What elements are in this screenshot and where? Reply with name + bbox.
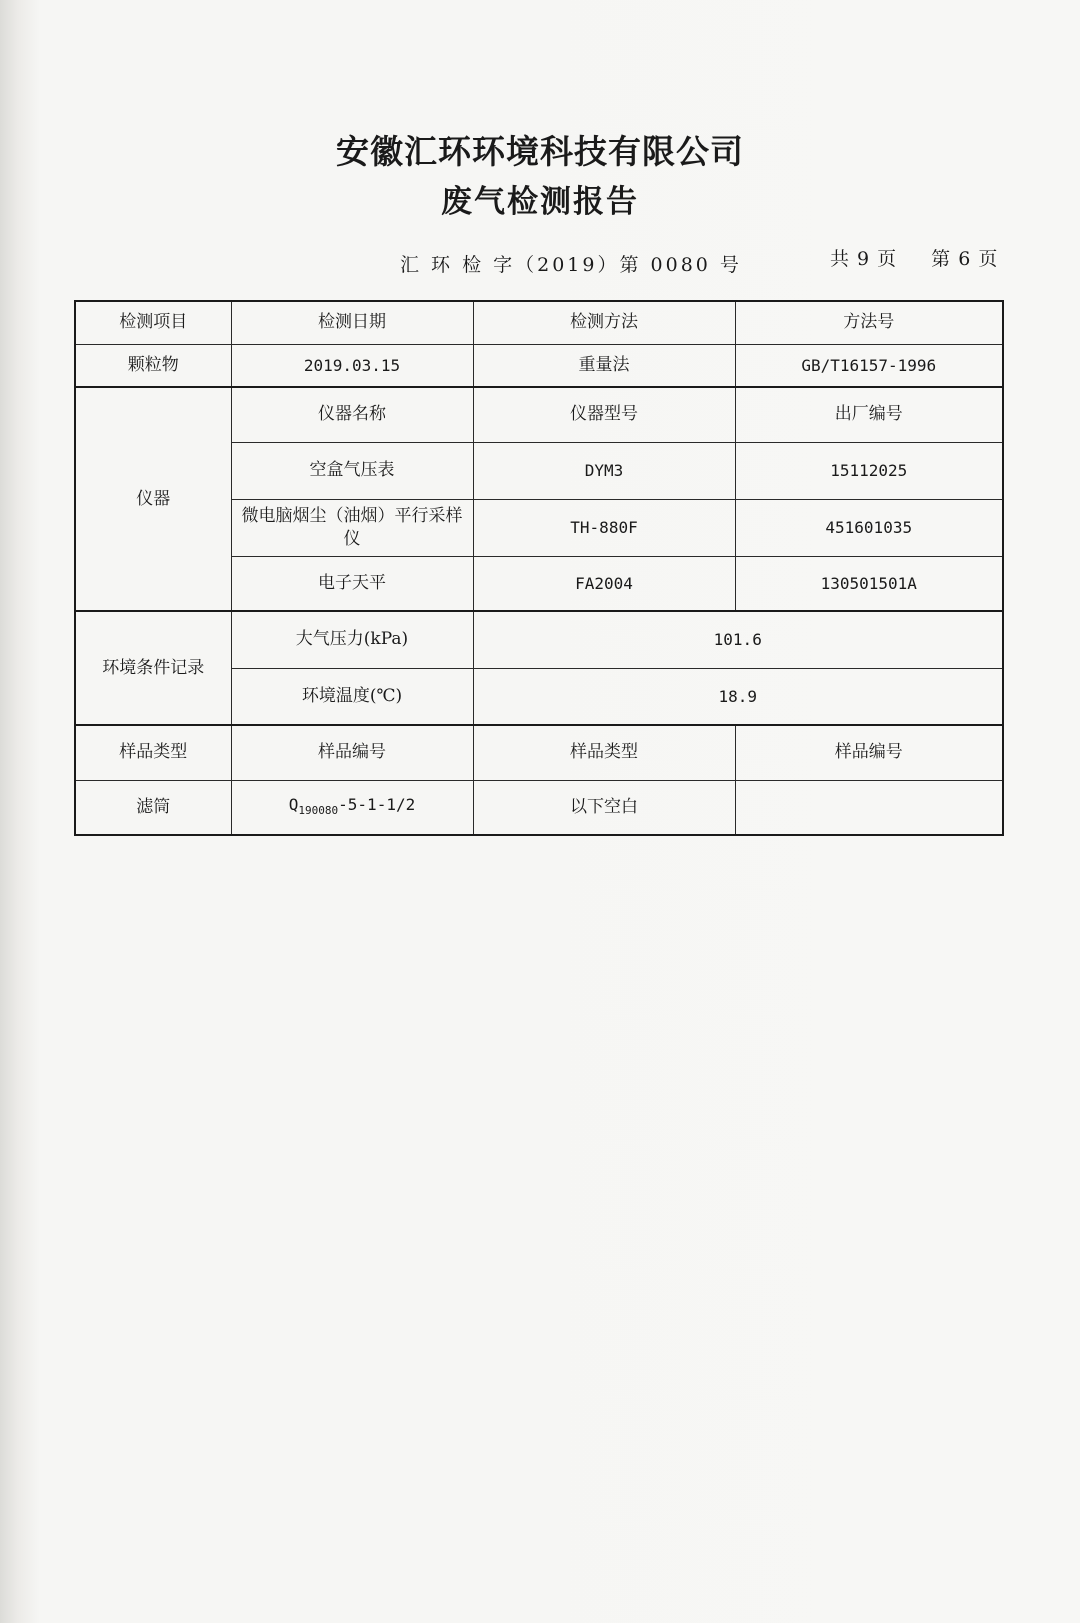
table-cell: 样品类型 xyxy=(473,725,735,780)
table-cell: 仪器名称 xyxy=(231,387,473,442)
table-row xyxy=(75,344,1003,387)
table-cell: 空盒气压表 xyxy=(231,442,473,499)
table-cell: TH-880F xyxy=(473,499,735,556)
table-row xyxy=(75,301,1003,344)
table-cell: 电子天平 xyxy=(231,556,473,611)
table-cell: 环境温度(℃) xyxy=(231,668,473,725)
table-cell: GB/T16157-1996 xyxy=(735,344,1003,387)
table-cell: 15112025 xyxy=(735,442,1003,499)
table-cell: 检测方法 xyxy=(473,301,735,344)
environment-label: 环境条件记录 xyxy=(75,611,231,725)
table-cell: 微电脑烟尘（油烟）平行采样仪 xyxy=(231,499,473,556)
table-row xyxy=(75,780,1003,835)
table-cell: 样品编号 xyxy=(735,725,1003,780)
table-cell: DYM3 xyxy=(473,442,735,499)
company-name: 安徽汇环环境科技有限公司 xyxy=(336,132,744,171)
total-pages: 共 9 页 xyxy=(830,248,898,270)
sample-id-cell xyxy=(231,780,473,835)
table-row xyxy=(75,387,1003,442)
table-cell: 重量法 xyxy=(473,344,735,387)
table-cell: 2019.03.15 xyxy=(231,344,473,387)
table-cell xyxy=(735,780,1003,835)
table-cell: 滤筒 xyxy=(75,780,231,835)
instrument-label: 仪器 xyxy=(75,387,231,611)
table-cell: 出厂编号 xyxy=(735,387,1003,442)
table-cell: 101.6 xyxy=(473,611,1003,668)
table-cell: 样品编号 xyxy=(231,725,473,780)
sample-id-prefix: Q xyxy=(288,794,299,814)
table-cell: 大气压力(kPa) xyxy=(231,611,473,668)
table-cell: 18.9 xyxy=(473,668,1003,725)
table-cell: 样品类型 xyxy=(75,725,231,780)
table-cell: FA2004 xyxy=(473,556,735,611)
table-cell: 130501501A xyxy=(735,556,1003,611)
detection-table xyxy=(74,300,1004,836)
table-cell: 检测项目 xyxy=(75,301,231,344)
table-cell: 以下空白 xyxy=(473,780,735,835)
table-row xyxy=(75,611,1003,668)
table-cell: 检测日期 xyxy=(231,301,473,344)
sample-id-suffix: -5-1-1/2 xyxy=(338,794,416,814)
sample-id-subscript: 190080 xyxy=(298,803,339,817)
table-cell: 451601035 xyxy=(735,499,1003,556)
table-cell: 颗粒物 xyxy=(75,344,231,387)
report-title: 废气检测报告 xyxy=(441,184,639,220)
page-info xyxy=(830,244,998,271)
current-page: 第 6 页 xyxy=(931,248,999,270)
table-cell: 仪器型号 xyxy=(473,387,735,442)
table-row xyxy=(75,725,1003,780)
table-cell: 方法号 xyxy=(735,301,1003,344)
report-number: 汇 环 检 字（2019）第 0080 号 xyxy=(400,254,742,276)
